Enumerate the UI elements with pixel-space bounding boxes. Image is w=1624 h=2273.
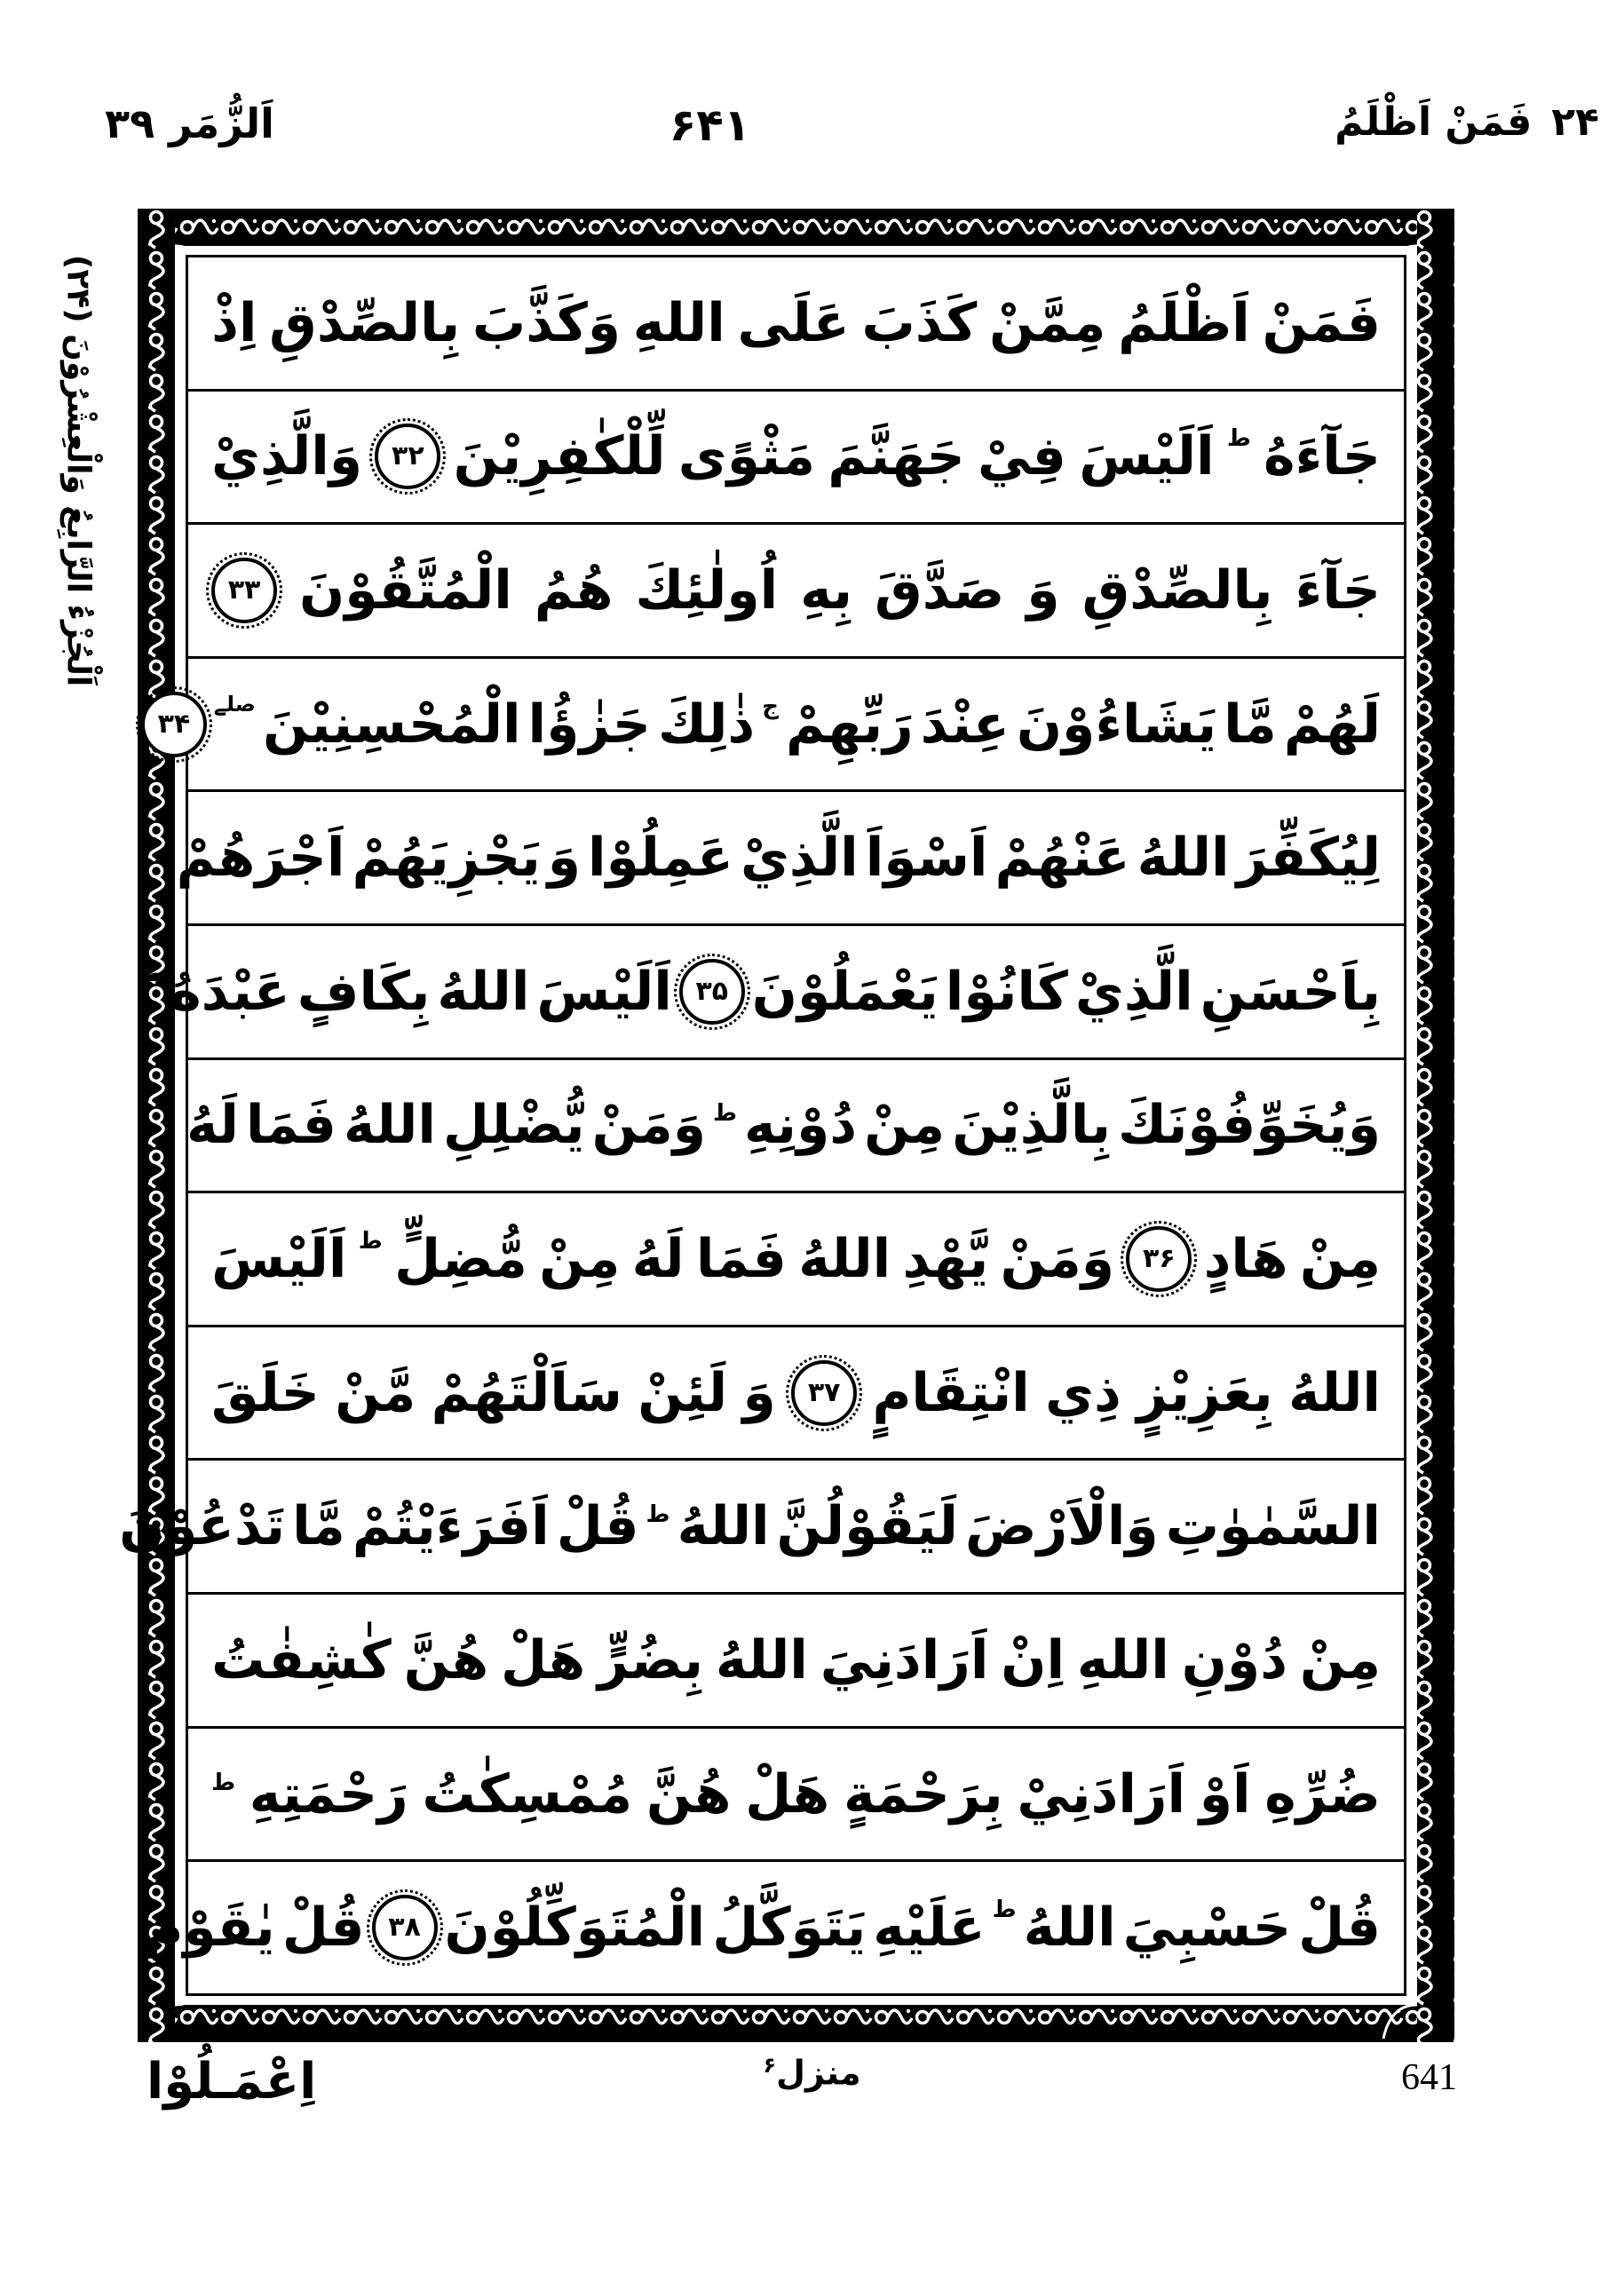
quran-word: اَلَيْسَ — [211, 1228, 347, 1291]
waqf-pause-mark: ج — [762, 693, 779, 720]
waqf-pause-mark: صلے — [213, 691, 256, 717]
quran-word: رَحْمَتِهِ — [249, 1762, 408, 1826]
page-number-latin: 641 — [1401, 2057, 1457, 2098]
quran-line — [211, 1762, 1381, 1826]
quran-line — [157, 691, 1381, 757]
quran-word: كَذَبَ — [861, 291, 978, 354]
quran-word: اللهُ — [1137, 827, 1230, 890]
ornamental-border-frame — [119, 209, 1454, 2042]
quran-word: هُمُ — [534, 559, 614, 622]
waqf-pause-mark: ط — [358, 1228, 383, 1255]
quran-word: حَسْبِيَ — [1122, 1897, 1292, 1960]
quran-word: اَجْرَهُمْ — [176, 827, 345, 890]
quran-word: بِاَحْسَنِ — [1200, 960, 1381, 1023]
manzil-label: منزل — [776, 2053, 861, 2093]
verse-end-medallion: ۳۴ — [141, 692, 207, 757]
quran-word: يَجْزِيَهُمْ — [352, 827, 541, 890]
quran-word: بِضُرٍّ — [598, 1628, 704, 1691]
quran-line — [176, 827, 1381, 890]
quran-word: لَهُمْ — [1283, 693, 1381, 756]
quran-word: هُنَّ — [646, 1762, 732, 1826]
quran-word: اللهُ — [1023, 1897, 1116, 1960]
surah-name: اَلزُّمَر — [169, 99, 274, 147]
quran-word: الْمُتَّقُوْنَ — [299, 559, 512, 622]
quran-word: الَّذِيْ — [740, 827, 859, 890]
quran-word: وَ — [547, 827, 582, 890]
quran-word: لِيُكَفِّرَ — [1236, 827, 1381, 890]
quran-word: اللهُ — [343, 1094, 436, 1157]
surah-number: ۳۹ — [105, 99, 155, 147]
quran-word: وَمَنْ — [1000, 1228, 1115, 1291]
quran-word: مُمْسِكٰتُ — [422, 1762, 633, 1826]
quran-word: انْتِقَامٍ — [872, 1361, 1030, 1424]
quran-word: بِهِ — [800, 559, 853, 622]
quran-word: فِيْ — [977, 425, 1066, 488]
quran-word: جَهَنَّمَ — [828, 425, 965, 488]
quran-word: عَنْهُمْ — [994, 827, 1130, 890]
quran-word: يٰقَوْمِ — [144, 1897, 275, 1960]
quran-line — [211, 1226, 1381, 1292]
quran-word: وَ — [742, 1361, 776, 1424]
quran-word: يُّضْلِلِ — [442, 1094, 585, 1157]
juz-header — [1335, 99, 1599, 145]
quran-word: الَّذِيْ — [1074, 960, 1193, 1023]
quran-word: سَاَلْتَهُمْ — [431, 1361, 622, 1424]
quran-line-row — [188, 1193, 1404, 1327]
juz-name: فَمَنْ اَظْلَمُ — [1335, 99, 1533, 145]
quran-word: اَلَيْسَ — [536, 960, 672, 1023]
quran-word: لَهُ — [186, 1094, 239, 1157]
quran-word: هَلْ — [745, 1762, 830, 1826]
quran-word: اَرَادَنِيْ — [1017, 1762, 1186, 1826]
quran-word: صَدَّقَ — [875, 559, 1005, 622]
waqf-pause-mark: ط — [992, 1897, 1017, 1924]
quran-word: مِنْ — [539, 1228, 621, 1291]
quran-word: السَّمٰوٰتِ — [1165, 1495, 1381, 1558]
quran-word: اللهُ — [677, 1495, 770, 1558]
quran-word: بِعَزِيْزٍ — [1137, 1361, 1273, 1424]
quran-word: هَلْ — [501, 1628, 586, 1691]
manzil-marker — [0, 2053, 1624, 2093]
quran-word: خَلَقَ — [211, 1361, 320, 1424]
quran-line — [186, 1094, 1381, 1157]
quran-line-row — [157, 659, 1404, 793]
quran-word: يَشَاءُوْنَ — [1016, 693, 1217, 756]
quran-word: وَالَّذِيْ — [211, 425, 363, 488]
quran-word: يَعْمَلُوْنَ — [751, 960, 939, 1023]
quran-word: وَكَذَّبَ — [471, 291, 622, 354]
quran-word: مِنْ — [1299, 1228, 1381, 1291]
quran-line-row — [144, 1862, 1404, 1993]
text-area — [119, 246, 1417, 2005]
verse-end-medallion: ۳۸ — [372, 1895, 438, 1960]
quran-word: اَرَادَنِيَ — [820, 1628, 989, 1691]
quran-line-row — [188, 392, 1404, 526]
quran-word: لَهُ — [631, 1228, 685, 1291]
quran-word: قُلْ — [281, 1897, 365, 1960]
quran-word: اللهُ — [437, 960, 530, 1023]
quran-word: الْمُحْسِنِيْنَ — [262, 693, 521, 756]
quran-word: فَمَا — [245, 1094, 337, 1157]
quran-word: وَمَنْ — [591, 1094, 707, 1157]
waqf-pause-mark: ط — [646, 1501, 670, 1529]
quran-word: مَّنْ — [335, 1361, 416, 1424]
waqf-pause-mark: ط — [211, 1769, 236, 1796]
quran-word: ضُرِّهِ — [1264, 1762, 1381, 1826]
quran-word: اِنْ — [1001, 1628, 1066, 1691]
quran-line-row — [139, 926, 1404, 1060]
quran-word: لَئِنْ — [638, 1361, 728, 1424]
quran-word: مِنْ — [1299, 1628, 1381, 1691]
quran-word: بِكَافٍ — [297, 960, 431, 1023]
page-number-arabic: ۶۴۱ — [669, 99, 751, 151]
margin-juz-note: اَلْجُزْءُ الرَّابِعُ وَالْعِشْرُوْنَ (۲۴) — [59, 254, 97, 687]
quran-line-row — [119, 1461, 1404, 1595]
quran-line — [139, 959, 1381, 1025]
quran-word: عَبْدَهُ — [170, 960, 290, 1023]
waqf-pause-mark: ط — [713, 1100, 738, 1128]
quran-word: هَادٍ — [1203, 1228, 1288, 1291]
quran-word: الْمُتَوَكِّلُوْنَ — [444, 1897, 706, 1960]
quran-word: اللهُ — [715, 1628, 808, 1691]
quran-line — [211, 424, 1381, 489]
quran-word: ذٰلِكَ — [657, 693, 756, 756]
quran-word: فَمَنْ — [1262, 291, 1381, 354]
quran-word: يَّهْدِ — [902, 1228, 989, 1291]
quran-line-row — [188, 1060, 1404, 1194]
quran-word: اَفَرَءَيْتُمْ — [352, 1495, 550, 1558]
quran-word: جَآءَهُ — [1264, 425, 1381, 488]
quran-line-row — [188, 1729, 1404, 1863]
quran-word: بِالصِّدْقِ — [269, 291, 461, 354]
quran-word: اللهِ — [632, 291, 725, 354]
quran-word: وَالْاَرْضَ — [964, 1495, 1159, 1558]
waqf-pause-mark: ط — [139, 960, 163, 987]
quran-word: تَدْعُوْنَ — [119, 1495, 286, 1558]
quran-word: عَلَيْهِ — [873, 1897, 986, 1960]
quran-line-row — [176, 792, 1404, 926]
quran-word: عِنْدَ — [920, 693, 1010, 756]
quran-line-row — [188, 525, 1404, 659]
catchword: اِعْمَـلُوْا — [147, 2053, 317, 2111]
quran-word: مَثْوًى — [677, 425, 816, 488]
quran-line — [211, 1628, 1381, 1691]
manzil-number: ۶ — [763, 2053, 776, 2078]
quran-word: اَسْوَاَ — [865, 827, 988, 890]
quran-word: مَّا — [1224, 693, 1277, 756]
quran-word: اَلَيْسَ — [1079, 425, 1215, 488]
quran-line-row — [188, 1595, 1404, 1729]
quran-word: اُولٰئِكَ — [635, 559, 779, 622]
quran-word: يَتَوَكَّلُ — [712, 1897, 867, 1960]
quran-word: قُلْ — [556, 1495, 639, 1558]
waqf-pause-mark: ط — [1226, 425, 1251, 453]
quran-line — [211, 1360, 1381, 1426]
quran-word: اللهُ — [1288, 1361, 1381, 1424]
quran-word: اللهِ — [1076, 1628, 1169, 1691]
quran-word: عَلَى — [737, 291, 850, 354]
quran-word: كٰشِفٰتُ — [211, 1628, 392, 1691]
quran-word: هُنَّ — [403, 1628, 489, 1691]
quran-word: دُوْنِهِ — [744, 1094, 858, 1157]
quran-word: رَبِّهِمْ — [785, 693, 914, 756]
quran-word: مَّا — [292, 1495, 345, 1558]
quran-word: ذِي — [1045, 1361, 1121, 1424]
quran-line-row — [188, 1327, 1404, 1461]
quran-word: بِالَّذِيْنَ — [952, 1094, 1111, 1157]
verse-end-medallion: ۳۶ — [1126, 1226, 1192, 1292]
quran-word: قُلْ — [1298, 1897, 1381, 1960]
quran-word: مُّضِلٍّ — [394, 1228, 527, 1291]
verse-end-medallion: ۳۲ — [375, 424, 440, 489]
quran-word: وَ — [1026, 559, 1060, 622]
quran-word: عَمِلُوْا — [588, 827, 733, 890]
quran-line — [119, 1495, 1381, 1558]
verse-end-medallion: ۳۵ — [679, 959, 745, 1025]
quran-word: اَظْلَمُ — [1118, 291, 1250, 354]
quran-word: وَيُخَوِّفُوْنَكَ — [1118, 1094, 1381, 1157]
quran-word: كَانُوْا — [945, 960, 1068, 1023]
quran-word: جَزٰؤُا — [527, 693, 651, 756]
quran-line — [144, 1895, 1381, 1960]
quran-word: مِمَّنْ — [989, 291, 1106, 354]
quran-word: اَوْ — [1199, 1762, 1251, 1826]
quran-word: اللهُ — [798, 1228, 891, 1291]
quran-word: جَآءَ — [1295, 559, 1381, 622]
quran-word: مِنْ — [864, 1094, 946, 1157]
quran-word: اِذْ — [211, 291, 257, 354]
quran-line-row — [188, 257, 1404, 392]
verse-end-medallion: ۳۷ — [791, 1360, 857, 1426]
quran-word: دُوْنِ — [1181, 1628, 1287, 1691]
quran-word: لِّلْكٰفِرِيْنَ — [453, 425, 666, 488]
verse-end-medallion: ۳۳ — [211, 558, 277, 623]
quran-word: بِرَحْمَةٍ — [843, 1762, 1003, 1826]
juz-number: ۲۴ — [1551, 99, 1599, 145]
quran-word: بِالصِّدْقِ — [1081, 559, 1273, 622]
quran-line — [211, 558, 1381, 623]
quran-text-rows — [119, 255, 1406, 1996]
quran-line — [211, 291, 1381, 354]
quran-word: فَمَا — [695, 1228, 787, 1291]
quran-word: لَيَقُوْلُنَّ — [776, 1495, 958, 1558]
